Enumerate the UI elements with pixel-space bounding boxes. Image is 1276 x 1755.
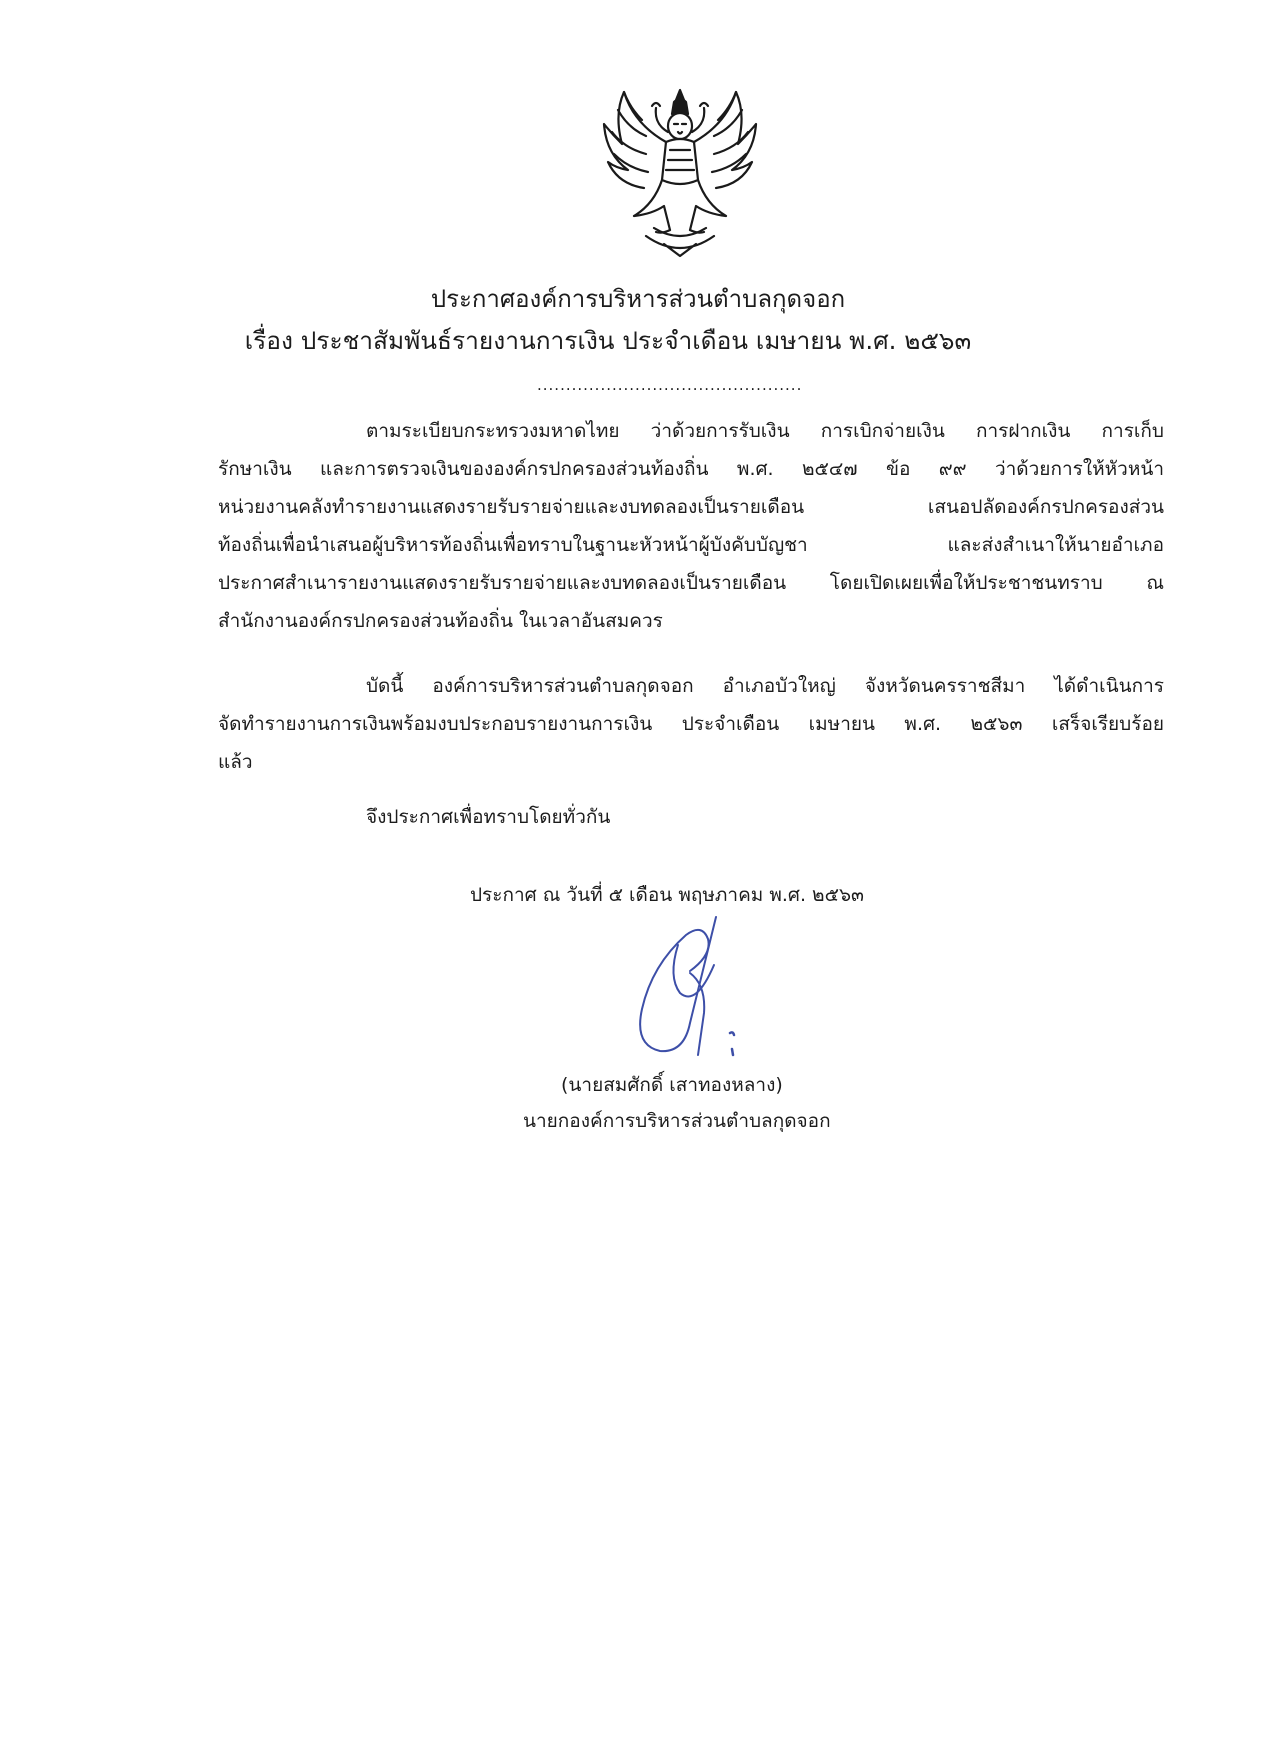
- paragraph-line: รักษาเงิน และการตรวจเงินขององค์กรปกครองส่วนท้องถิ่น พ.ศ. ๒๕๔๗ ข้อ ๙๙ ว่าด้วยการให้หัวหน้า: [218, 458, 1164, 480]
- paragraph-line: บัดนี้ องค์การบริหารส่วนตำบลกุดจอก อำเภอบัวใหญ่ จังหวัดนครราชสีมา ได้ดำเนินการ: [366, 675, 1164, 697]
- announcement-subject: เรื่อง ประชาสัมพันธ์รายงานการเงิน ประจำเดือน เมษายน พ.ศ. ๒๕๖๓: [244, 326, 972, 355]
- paragraph-line: ประกาศสำเนารายงานแสดงรายรับรายจ่ายและงบทดลองเป็นรายเดือน โดยเปิดเผยเพื่อให้ประชาชนทราบ ณ: [218, 572, 1164, 594]
- body-paragraph-1: [218, 412, 1164, 640]
- body-paragraph-2: [218, 667, 1164, 781]
- paragraph-line: หน่วยงานคลังทำรายงานแสดงรายรับรายจ่ายและงบทดลองเป็นรายเดือน เสนอปลัดองค์กรปกครองส่วน: [218, 496, 1164, 518]
- signatory-position: นายกองค์การบริหารส่วนตำบลกุดจอก: [523, 1110, 831, 1132]
- handwritten-signature: [620, 905, 790, 1060]
- closing-statement: จึงประกาศเพื่อทราบโดยทั่วกัน: [366, 806, 611, 828]
- paragraph-line: สำนักงานองค์กรปกครองส่วนท้องถิ่น ในเวลาอันสมควร: [218, 610, 663, 632]
- announcement-date: ประกาศ ณ วันที่ ๕ เดือน พฤษภาคม พ.ศ. ๒๕๖๓: [470, 884, 864, 906]
- paragraph-line: แล้ว: [218, 751, 253, 773]
- signatory-name: (นายสมศักดิ์ เสาทองหลาง): [561, 1074, 783, 1096]
- paragraph-line: จัดทำรายงานการเงินพร้อมงบประกอบรายงานการเงิน ประจำเดือน เมษายน พ.ศ. ๒๕๖๓ เสร็จเรียบร้อย: [218, 713, 1164, 735]
- garuda-emblem-icon: [594, 84, 766, 262]
- paragraph-line: ตามระเบียบกระทรวงมหาดไทย ว่าด้วยการรับเงิน การเบิกจ่ายเงิน การฝากเงิน การเก็บ: [366, 420, 1164, 442]
- announcement-title: ประกาศองค์การบริหารส่วนตำบลกุดจอก: [430, 285, 846, 313]
- title-divider: ..............................................: [537, 376, 803, 394]
- paragraph-line: ท้องถิ่นเพื่อนำเสนอผู้บริหารท้องถิ่นเพื่อทราบในฐานะหัวหน้าผู้บังคับบัญชา และส่งสำเนาให้นายอำเภอ: [218, 534, 1164, 556]
